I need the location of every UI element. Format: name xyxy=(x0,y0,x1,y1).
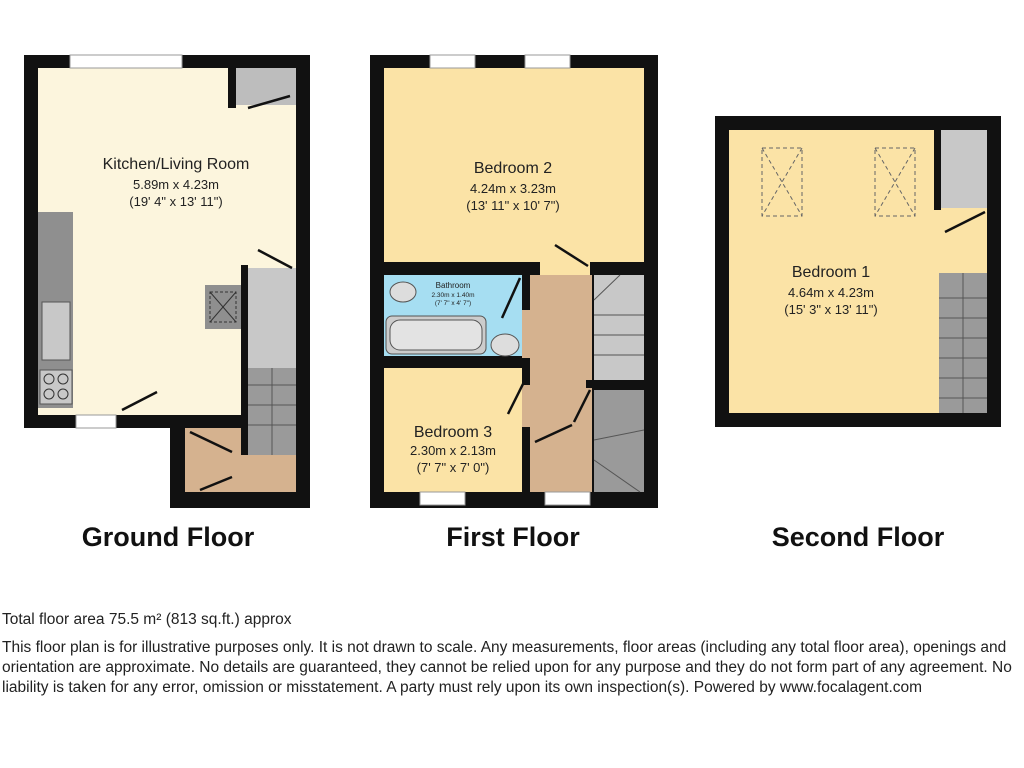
entrance-hall xyxy=(185,455,296,492)
second-floor-plan xyxy=(715,116,1001,427)
room-size-imperial: (19' 4" x 13' 11") xyxy=(129,194,223,209)
toilet-icon xyxy=(390,282,416,302)
total-floor-area: Total floor area 75.5 m² (813 sq.ft.) approx xyxy=(2,611,292,628)
patio-door-window xyxy=(70,55,182,68)
room-size-imperial: (7' 7" x 4' 7") xyxy=(434,300,472,307)
first-floor-title: First Floor xyxy=(446,522,580,552)
room-name: Bedroom 3 xyxy=(413,424,493,441)
staircase-icon xyxy=(248,368,296,455)
room-size-metric: 5.89m x 4.23m xyxy=(133,177,219,192)
room-size-metric: 4.24m x 3.23m xyxy=(470,181,556,196)
landing xyxy=(530,275,592,492)
window xyxy=(430,55,475,68)
fireplace-icon xyxy=(205,285,242,329)
ground-floor-plan xyxy=(24,55,310,508)
staircase-icon xyxy=(939,273,987,413)
room-size-imperial: (15' 3" x 13' 11") xyxy=(784,302,878,317)
room-size-imperial: (7' 7" x 7' 0") xyxy=(416,460,490,475)
window xyxy=(76,415,116,428)
cupboard xyxy=(939,130,987,208)
cupboard xyxy=(233,68,296,105)
first-floor-plan xyxy=(370,55,658,508)
room-name: Bedroom 2 xyxy=(473,160,553,177)
window xyxy=(420,492,465,505)
window xyxy=(525,55,570,68)
room-name: Bedroom 1 xyxy=(791,264,871,281)
hob-icon xyxy=(40,370,72,404)
room-size-metric: 2.30m x 2.13m xyxy=(410,443,496,458)
second-floor-title: Second Floor xyxy=(771,522,945,552)
under-stair-storage xyxy=(248,268,296,368)
window xyxy=(545,492,590,505)
bath-icon xyxy=(386,316,486,354)
room-name: Bathroom xyxy=(435,281,471,290)
room-size-metric: 2.30m x 1.40m xyxy=(431,292,475,299)
room-size-imperial: (13' 11" x 10' 7") xyxy=(466,198,560,213)
sink-icon xyxy=(42,302,70,360)
ground-floor-title: Ground Floor xyxy=(81,522,255,552)
room-size-metric: 4.64m x 4.23m xyxy=(788,285,874,300)
basin-icon xyxy=(491,334,519,356)
disclaimer: This floor plan is for illustrative purposes only. It is not drawn to scale. Any measurements, floor areas (including any total floor area), openings and orientation are approximate. No details are guaranteed, they cannot be relied upon for any purpose and they do not form part of any agreement. No liability is taken for any error, omission or misstatement. A party must rely upon its own inspection(s). Powered by www.focalagent.com xyxy=(2,639,1012,696)
room-name: Kitchen/Living Room xyxy=(102,156,250,173)
